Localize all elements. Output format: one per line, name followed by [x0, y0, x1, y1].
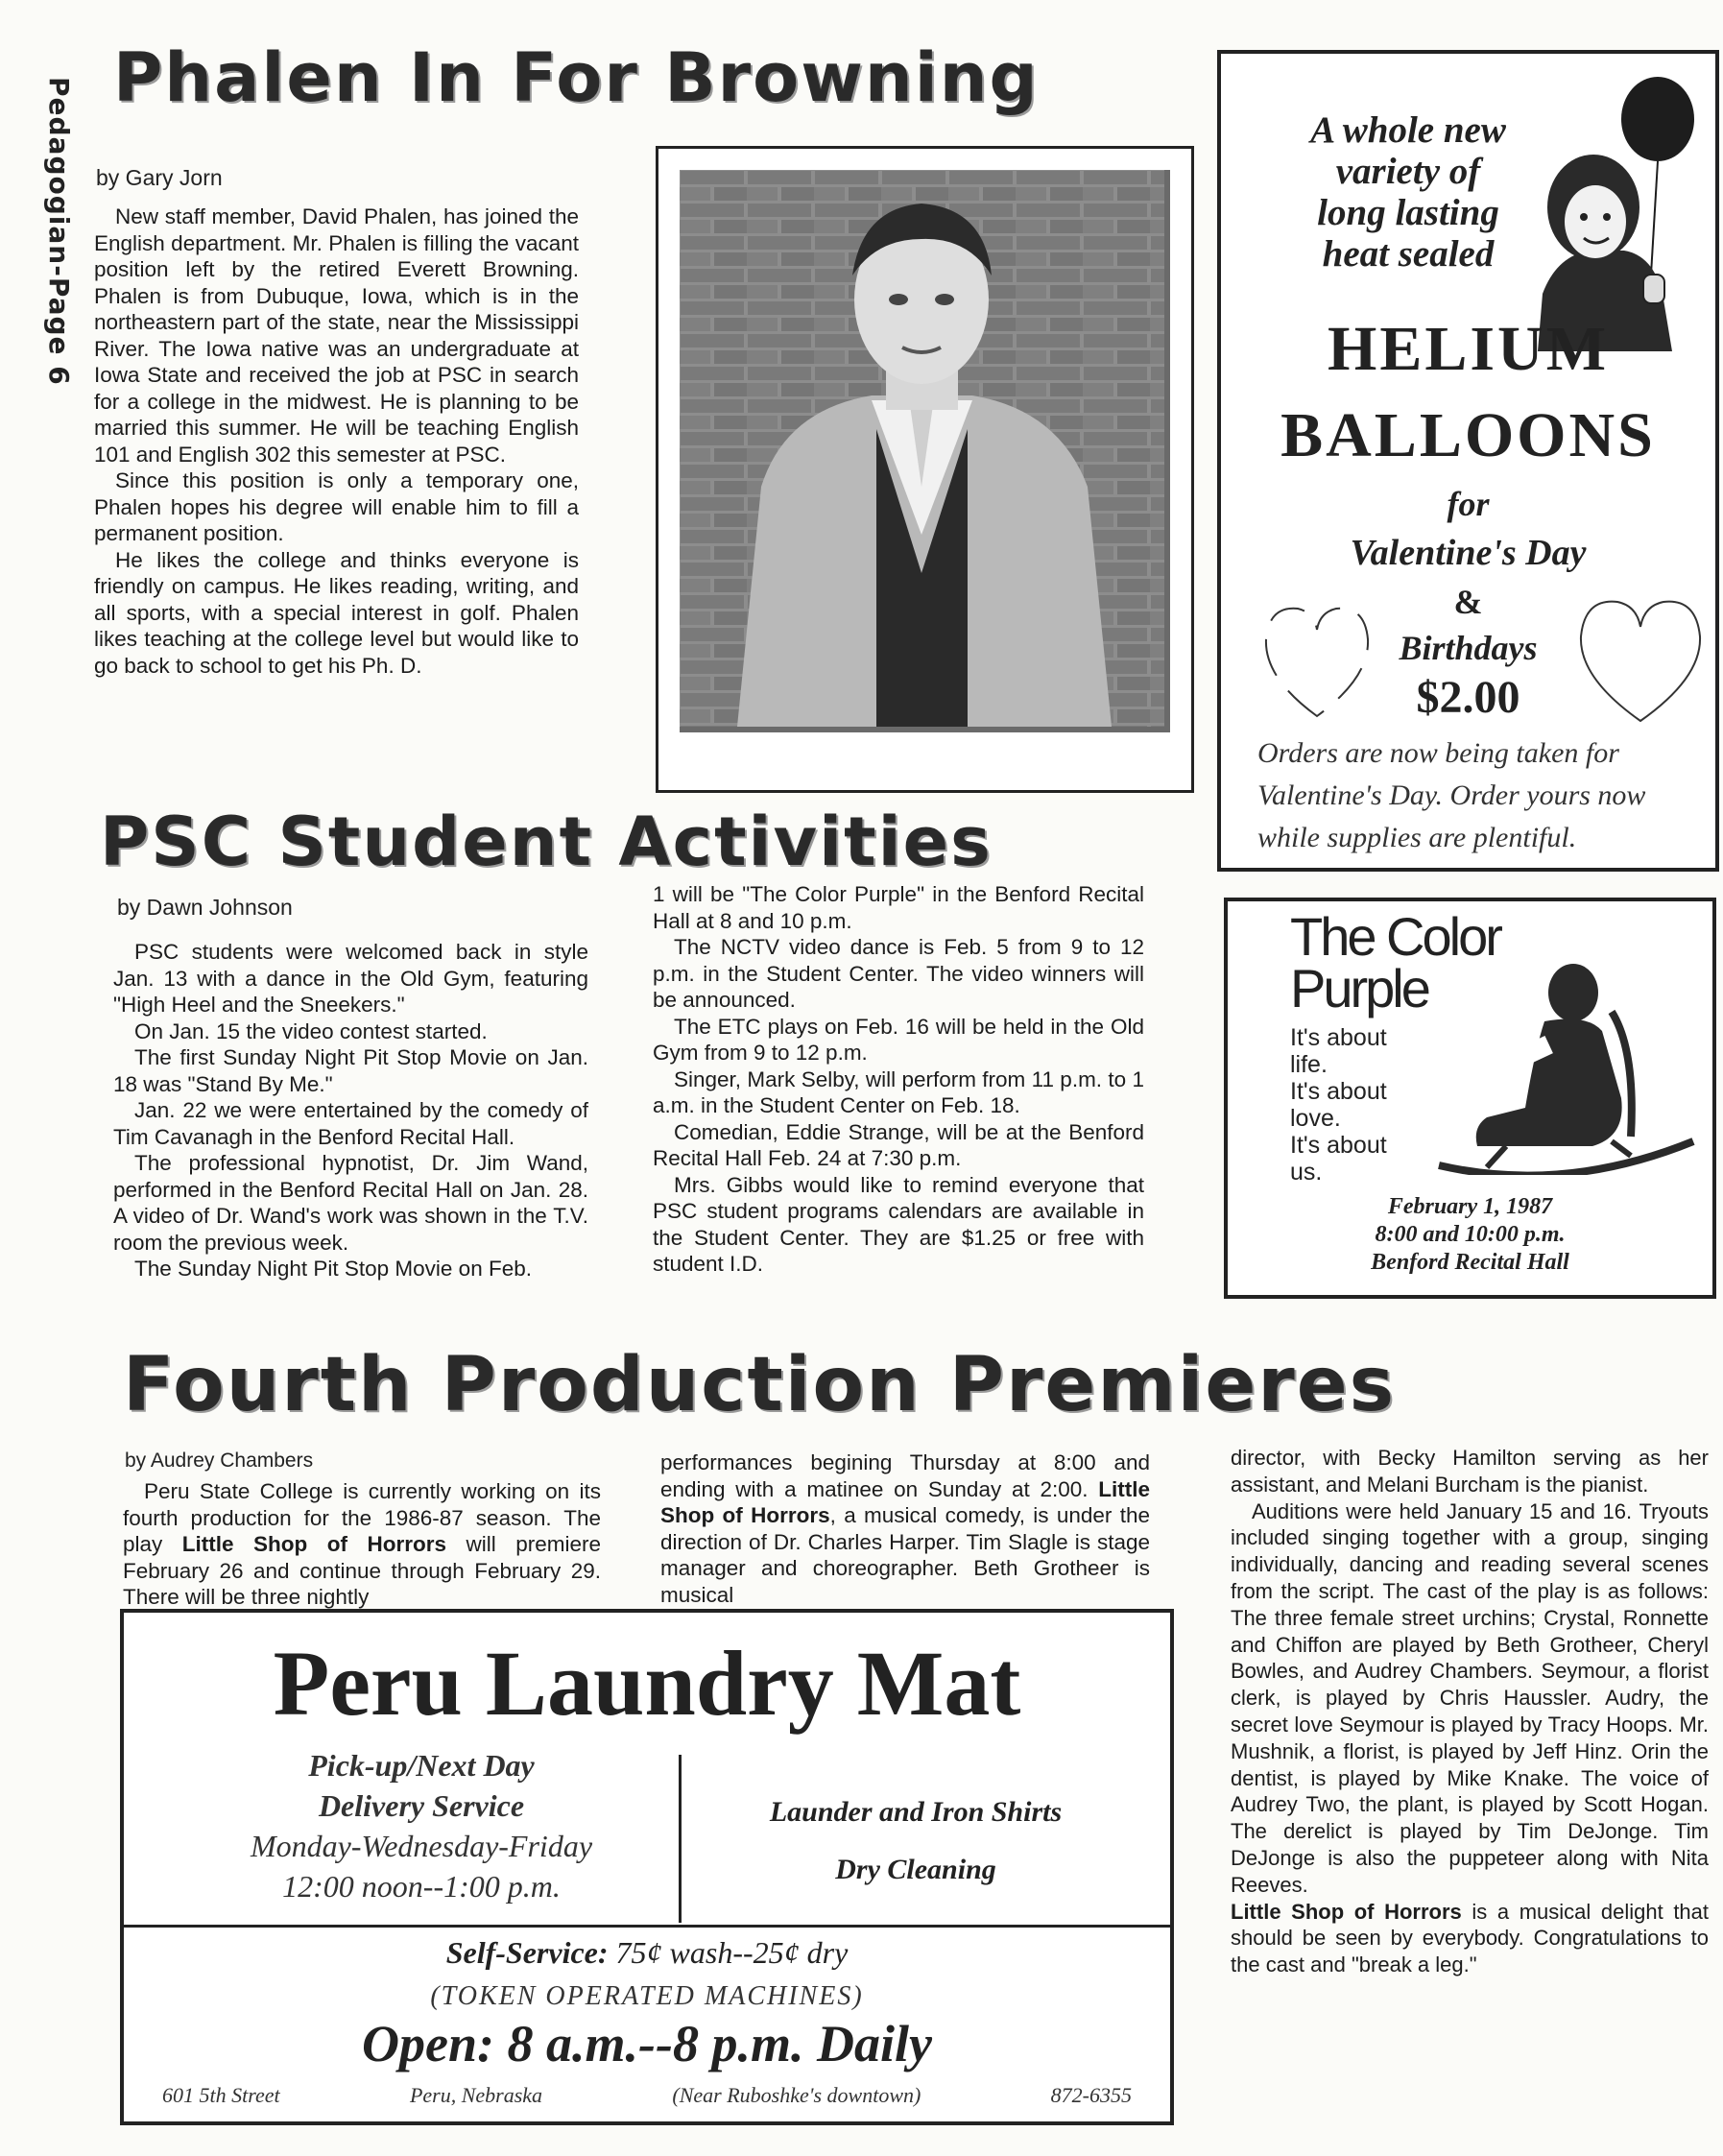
text-run: , a musical comedy, is under the direction of Dr. Charles Harper. Tim Slagle is stage manager and choreographer. Beth Grotheer is musical [660, 1503, 1151, 1607]
article2-paragraph: The ETC plays on Feb. 16 will be held in the Old Gym from 9 to 12 p.m. [653, 1014, 1144, 1065]
laundry-self-service [124, 1935, 1170, 1971]
balloon-woman-icon [1528, 73, 1720, 351]
article1-body [94, 204, 579, 679]
laundry-left-block [153, 1745, 690, 1906]
article2-paragraph: Comedian, Eddie Strange, will be at the Benford Recital Hall Feb. 24 at 7:30 p.m. [653, 1119, 1144, 1170]
article3-headline: Fourth Production Premieres [123, 1342, 1397, 1428]
laundry-days: Monday-Wednesday-Friday [250, 1829, 593, 1863]
article3-paragraph [660, 1449, 1150, 1608]
article3-paragraph [123, 1478, 601, 1611]
portrait-graphic [680, 170, 1164, 727]
article2-paragraph: The NCTV video dance is Feb. 5 from 9 to 12 p.m. in the Student Center. The video winners will be announced. [653, 935, 1144, 1012]
balloon-ad [1217, 50, 1719, 872]
about-line: It's about [1290, 1132, 1387, 1159]
article2-paragraph: The professional hypnotist, Dr. Jim Wand, performed in the Benford Recital Hall on Jan. 28. A video of Dr. Wand's work was shown in the T.V. room the previous week. [113, 1151, 588, 1255]
color-purple-about [1290, 1024, 1387, 1186]
article3-paragraph: Auditions were held January 15 and 16. Tryouts included singing together with a group, singing individually, dancing and reading several scenes from the script. The cast of the play is as follows: The three female street urchins; Crystal, Ronnette and Chiffon are played by Beth Grotheer, Cheryl Bowles, and Audrey Chambers. Seymour, a florist clerk, is played by Chris Haussler. Audry, the secret love Seymour is played by Tracy Hoops. Mr. Mushnik, a florist, is played by Jeff Hinz. Orin the dentist, is played by Mike Knake. The voice of Audrey Two, the plant, is played by Scott Hogan. The derelict is played by Tim DeJonge. Tim DeJonge is also the puppeteer along with Nita Reeves. [1231, 1498, 1709, 1897]
article2-paragraph: Mrs. Gibbs would like to remind everyone that PSC student programs calendars are available in the Student Center. They are $1.25 or free with student I.D. [653, 1172, 1144, 1276]
balloon-line2: variety of [1335, 151, 1481, 192]
self-service-prices: 75¢ wash--25¢ dry [608, 1935, 849, 1970]
article3-paragraph: director, with Becky Hamilton serving as her assistant, and Melani Burcham is the pianist. [1231, 1446, 1709, 1497]
play-title: Little Shop of Horrors [660, 1476, 1150, 1527]
balloon-for: for [1447, 485, 1490, 523]
laundry-hours: 12:00 noon--1:00 p.m. [282, 1869, 561, 1904]
balloon-line1: A whole new [1310, 109, 1506, 151]
laundry-footer [162, 2083, 1132, 2108]
article1-paragraph: New staff member, David Phalen, has joined the English department. Mr. Phalen is filling the vacant position left by the retired Everett Browning. Phalen is from Dubuque, Iowa, which is in the northeastern part of the state, near the Mississippi River. The Iowa native was an undergraduate at Iowa State and received the job at PSC in search for a college in the midwest. He is planning to be married this summer. He will be teaching English 101 and English 302 this semester at PSC. [94, 204, 579, 467]
text-run: Peru State College is currently working on its fourth production for the 1986-87 season. The play [123, 1479, 601, 1556]
laundry-delivery: Delivery Service [318, 1788, 525, 1823]
rocking-chair-woman-icon [1420, 954, 1698, 1175]
laundry-token: (TOKEN OPERATED MACHINES) [430, 1981, 864, 2011]
balloon-line4: heat sealed [1322, 233, 1495, 275]
article1-paragraph: He likes the college and thinks everyone is friendly on campus. He likes reading, writing, and all sports, with a special interest in golf. Phalen likes teaching at the college level but would like to go back to school to get his Ph. D. [94, 547, 579, 678]
laundry-town: Peru, Nebraska [409, 2083, 543, 2107]
about-line: life. [1290, 1051, 1328, 1078]
about-line: love. [1290, 1105, 1341, 1132]
article2-headline: PSC Student Activities [100, 803, 993, 881]
article1-paragraph: Since this position is only a temporary one, Phalen hopes his degree will enable him to fill a permanent position. [94, 468, 579, 545]
color-purple-details [1228, 1193, 1712, 1277]
laundry-dry: Dry Cleaning [835, 1854, 996, 1885]
color-purple-date: February 1, 1987 [1387, 1194, 1553, 1219]
article2-byline: by Dawn Johnson [117, 895, 293, 920]
balloon-helium: HELIUM [1327, 314, 1610, 384]
article3-col2 [660, 1449, 1150, 1608]
color-purple-ad [1224, 898, 1716, 1299]
laundry-right-block [690, 1784, 1141, 1899]
laundry-phone: 872-6355 [1050, 2083, 1132, 2107]
balloon-amp: & [1453, 583, 1483, 621]
article2-paragraph: The first Sunday Night Pit Stop Movie on Jan. 18 was "Stand By Me." [113, 1045, 588, 1096]
self-service-label: Self-Service: [445, 1935, 609, 1970]
article3-byline: by Audrey Chambers [125, 1449, 314, 1472]
laundry-pickup: Pick-up/Next Day [308, 1748, 535, 1783]
color-purple-title2: Purple [1290, 958, 1428, 1018]
portrait-image [680, 170, 1170, 732]
article1-byline: by Gary Jorn [96, 165, 223, 190]
article2-col2 [653, 881, 1144, 1278]
laundry-divider [679, 1755, 682, 1923]
text-run: will premiere February 26 and continue through February 29. There will be three nightly [123, 1532, 602, 1609]
about-line: It's about [1290, 1078, 1387, 1105]
balloon-line3: long lasting [1317, 192, 1499, 233]
balloon-birthdays: Birthdays [1399, 629, 1538, 667]
balloon-balloons: BALLOONS [1280, 400, 1656, 470]
article2-paragraph: The Sunday Night Pit Stop Movie on Feb. [134, 1257, 532, 1281]
article2-paragraph: PSC students were welcomed back in style Jan. 13 with a dance in the Old Gym, featuring "High Heel and the Sneekers." [113, 940, 588, 1017]
text-run: is a musical delight that should be seen by everybody. Congratulations to the cast and "break a leg." [1231, 1899, 1710, 1977]
text-run: performances begining Thursday at 8:00 and ending with a matinee on Sunday at 2:00. [660, 1450, 1150, 1501]
article2-paragraph: Jan. 22 we were entertained by the comedy of Tim Cavanagh in the Benford Recital Hall. [113, 1098, 588, 1149]
balloon-valentines: Valentine's Day [1350, 533, 1587, 573]
color-purple-title1: The Color [1290, 906, 1500, 967]
article2-paragraph: On Jan. 15 the video contest started. [134, 1018, 488, 1043]
article2-paragraph: Singer, Mark Selby, will perform from 11 p.m. to 1 a.m. in the Student Center on Feb. 18. [653, 1066, 1144, 1117]
color-purple-time: 8:00 and 10:00 p.m. [1375, 1222, 1566, 1247]
laundry-ad [120, 1609, 1174, 2125]
laundry-open: Open: 8 a.m.--8 p.m. Daily [362, 2015, 932, 2072]
about-line: It's about [1290, 1024, 1387, 1051]
balloon-price: $2.00 [1416, 672, 1520, 723]
laundry-shirts: Launder and Iron Shirts [769, 1796, 1063, 1828]
laundry-title: Peru Laundry Mat [273, 1632, 1021, 1735]
balloon-intro [1264, 109, 1552, 275]
article2-paragraph: 1 will be "The Color Purple" in the Benford Recital Hall at 8 and 10 p.m. [653, 882, 1144, 933]
article3-col1 [123, 1478, 601, 1611]
page-label: Pedagogian-Page 6 [43, 77, 75, 386]
article2-col1 [113, 939, 588, 1282]
article1-headline: Phalen In For Browning [113, 38, 1040, 117]
balloon-orders: Orders are now being taken for Valentine's Day. Order yours now while supplies are plentiful. [1257, 737, 1646, 853]
color-purple-place: Benford Recital Hall [1371, 1250, 1569, 1275]
article3-col3 [1231, 1445, 1709, 1978]
laundry-near: (Near Ruboshke's downtown) [672, 2083, 921, 2107]
laundry-hrule [124, 1925, 1170, 1928]
play-title: Little Shop of Horrors [1231, 1899, 1462, 1924]
play-title: Little Shop of Horrors [181, 1532, 446, 1556]
portrait-photo [656, 146, 1194, 793]
article3-paragraph [1231, 1899, 1709, 1978]
laundry-address: 601 5th Street [162, 2083, 280, 2107]
about-line: us. [1290, 1159, 1323, 1186]
